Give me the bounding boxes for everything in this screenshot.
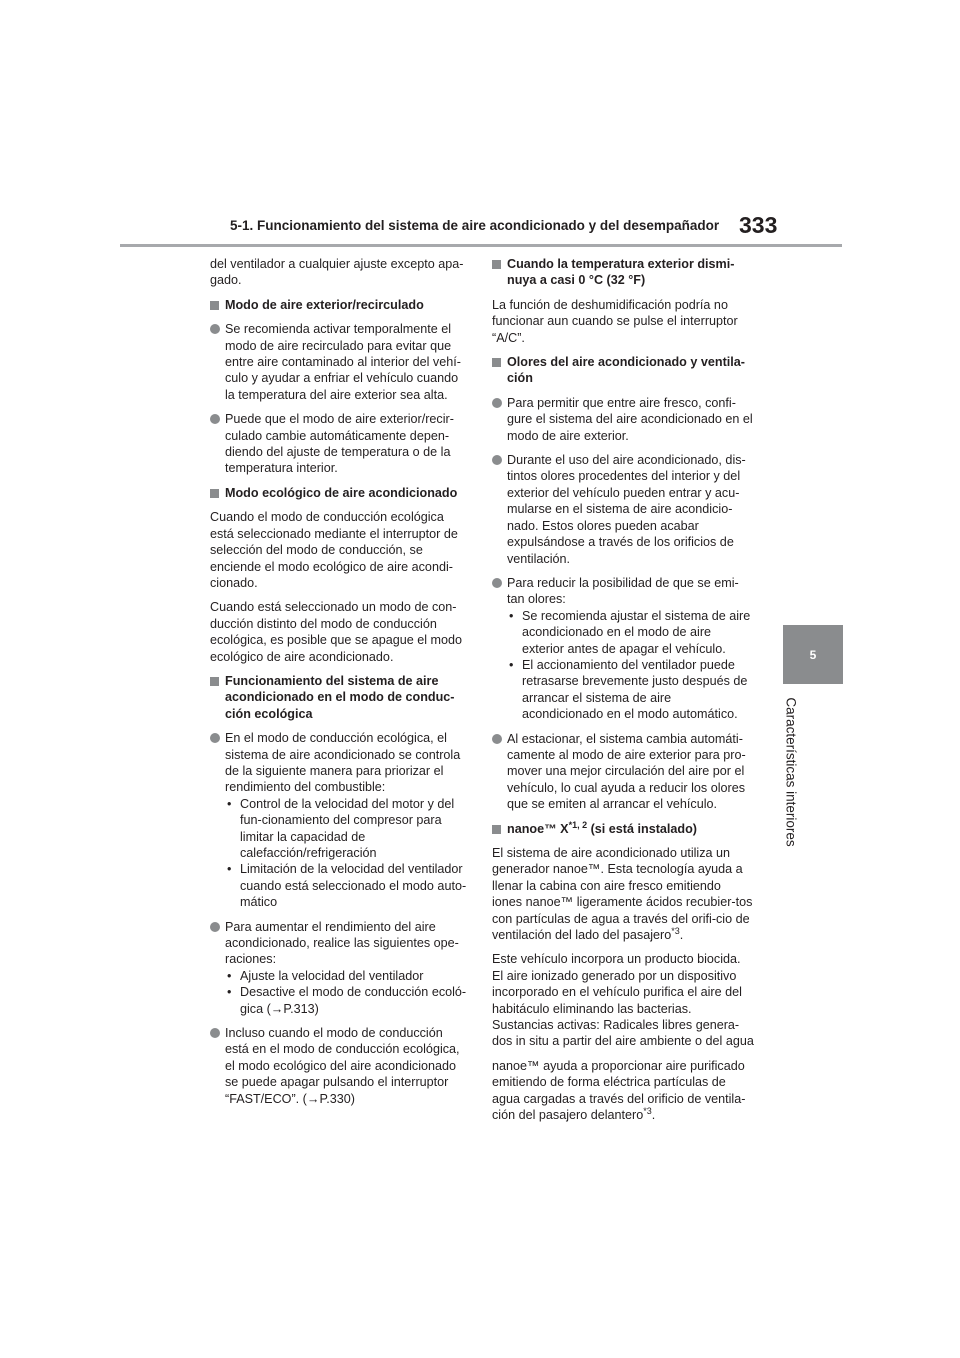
bullet-text: Incluso cuando el modo de conducción está en el modo de conducción ecológica, el modo ecológico del aire acondicionado se puede apagar pulsando el interruptor “FAST/ECO”. (→P.330) [225,1026,460,1106]
sub-item: • Ajuste la velocidad del ventilador [225,968,468,984]
sub-item: • Se recomienda ajustar el sistema de aire acondicionado en el modo de aire exterior antes de apagar el vehículo. [507,608,754,657]
paragraph: Este vehículo incorpora un producto biocida. El aire ionizado generado por un dispositivo incorporado en el vehículo purifica el aire del habitáculo eliminando las bacterias. Sustancias activas: Radicales libres genera-dos in situ a partir del aire ambiente o del agua [492,952,754,1049]
bullet-text: En el modo de conducción ecológica, el sistema de aire acondicionado se controla de la siguiente manera para priorizar el rendimiento del combustible: [225,731,461,795]
bullet-text: Durante el uso del aire acondicionado, dis-tintos olores procedentes del interior y del exterior del vehículo pueden entrar y acu-mularse en el sistema de aire acondicio-nado. Estos olores pueden acabar expulsándose a través de los orificios de ventilación. [507,453,746,566]
paragraph-text: nanoe™ ayuda a proporcionar aire purificado emitiendo de forma eléctrica partículas de agua cargadas a través del orificio de ventila-ción del pasajero delantero [492,1058,746,1123]
bullet-dot-icon [210,733,220,743]
bullet-dot-icon [492,578,502,588]
paragraph [492,1058,754,1124]
section-title: 5-1. Funcionamiento del sistema de aire acondicionado y del desempañador [230,218,720,233]
chapter-label [771,692,811,852]
bullet-dot-icon [210,414,220,424]
bullet-dot-icon [492,455,502,465]
paragraph: Cuando está seleccionado un modo de con-ducción distinto del modo de conducción ecológica, es posible que se apague el modo ecológico de aire acondicionado. [210,600,463,664]
paragraph: La función de deshumidificación podría no funcionar aun cuando se pulse el interruptor “A/C”. [492,297,738,345]
section-heading: Modo de aire exterior/recirculado [210,297,468,313]
footnote-ref: *3 [643,1105,652,1116]
right-column [492,256,754,1132]
heading-text: (si está instalado) [587,821,697,836]
bullet-text: Para permitir que entre aire fresco, confi-gure el sistema del aire acondicionado en el modo de aire exterior. [507,395,753,443]
section-heading: Cuando la temperatura exterior dismi-nuya a casi 0 °C (32 °F) [492,256,754,289]
bullet-item [210,730,468,910]
bullet-item [210,321,468,403]
paragraph-text: . [679,928,684,943]
sub-item-link[interactable]: • Desactive el modo de conducción ecoló-gica (→P.313) [225,984,468,1017]
paragraph [492,845,754,943]
left-column [210,256,468,1115]
section-heading: Modo ecológico de aire acondicionado [210,485,468,501]
sub-item: • El accionamiento del ventilador puede retrasarse brevemente justo después de arrancar el sistema de aire acondicionado en el modo automático. [507,657,754,723]
bullet-text: Para aumentar el rendimiento del aire acondicionado, realice las siguientes ope-raciones: [225,919,459,967]
footnote-ref: *3 [671,925,680,936]
bullet-item [492,731,754,813]
bullet-item [210,411,468,477]
bullet-text: Se recomienda activar temporalmente el modo de aire recirculado para evitar que entre aire contaminado al interior del vehí-culo y ayudar a enfriar el vehículo cuando la temperatura del aire exterior sea alta. [225,322,461,402]
page-number: 333 [739,212,778,238]
sub-item: • Limitación de la velocidad del ventilador cuando está seleccionado el modo auto-mático [225,861,468,910]
heading-text: nanoe™ X [507,821,569,836]
bullet-dot-icon [492,734,502,744]
bullet-item [492,452,754,567]
bullet-item [210,1025,468,1107]
bullet-item [210,919,468,1017]
chapter-label-text: Características interiores [783,697,799,847]
footnote-ref: *1, 2 [568,819,588,830]
paragraph: Cuando el modo de conducción ecológica está seleccionado mediante el interruptor de selección del modo de conducción, se enciende el modo ecológico de aire acondi-cionado. [210,510,458,590]
bullet-text: Puede que el modo de aire exterior/recir-culado cambie automáticamente depen-diendo del ajuste de temperatura o de la temperatura interior. [225,412,454,476]
paragraph-text: El sistema de aire acondicionado utiliza un generador nanoe™. Esta tecnología ayuda a llenar la cabina con aire fresco emitiendo iones nanoe™ ligeramente ácidos recubier-tos con partículas de agua a través del orifi-cio de ventilación del lado del pasajero [492,846,753,943]
bullet-item [492,575,754,723]
section-heading [492,821,754,837]
paragraph-text: . [651,1108,656,1123]
section-heading: Funcionamiento del sistema de aire acondicionado en el modo de conduc-ción ecológica [210,673,468,722]
paragraph: del ventilador a cualquier ajuste excepto apa-gado. [210,257,464,288]
bullet-dot-icon [492,398,502,408]
bullet-dot-icon [210,1028,220,1038]
bullet-dot-icon [210,922,220,932]
section-heading: Olores del aire acondicionado y ventila-ción [492,354,754,387]
chapter-tab[interactable]: 5 [783,625,843,684]
sub-item: • Control de la velocidad del motor y del fun-cionamiento del compresor para limitar la capacidad de calefacción/refrigeración [225,796,468,862]
header-divider [120,244,842,247]
bullet-dot-icon [210,324,220,334]
bullet-item [492,395,754,444]
bullet-text: Al estacionar, el sistema cambia automáti-camente al modo de aire exterior para pro-mover una mejor circulación del aire por el vehículo, lo cual ayuda a reducir los olores que se emiten al arrancar el vehículo. [507,731,746,812]
bullet-text: Para reducir la posibilidad de que se emi-tan olores: [507,575,739,607]
